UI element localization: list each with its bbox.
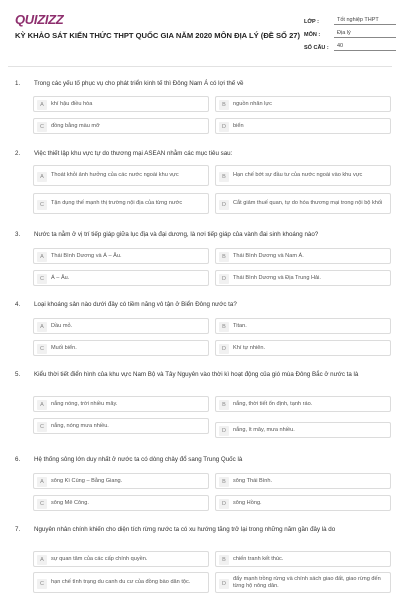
option-letter: C — [37, 122, 47, 132]
question-number: 6. — [15, 456, 21, 463]
question-text: Loại khoáng sản nào dưới đây có tiềm năng vô tận ở Biển Đông nước ta? — [34, 301, 237, 308]
option-letter: B — [219, 100, 229, 110]
meta-key: SỐ CÂU : — [304, 45, 329, 51]
option-text: Muối biển. — [51, 344, 77, 351]
option-c[interactable] — [33, 193, 209, 214]
option-text: sông Hồng. — [233, 499, 262, 506]
option-a[interactable] — [33, 248, 209, 264]
question-number: 3. — [15, 231, 21, 238]
option-letter: C — [37, 274, 47, 284]
option-letter: C — [37, 344, 47, 354]
meta-key: LỚP : — [304, 19, 319, 25]
option-text: Khí tự nhiên. — [233, 344, 266, 351]
question-number: 4. — [15, 301, 21, 308]
option-letter: D — [219, 579, 229, 589]
meta-value: 40 — [334, 43, 396, 51]
option-text: nguồn nhân lực — [233, 100, 272, 107]
option-letter: D — [219, 344, 229, 354]
option-a[interactable] — [33, 318, 209, 334]
option-letter: D — [219, 426, 229, 436]
option-b[interactable] — [215, 165, 391, 186]
option-text: Titan. — [233, 322, 247, 329]
option-c[interactable] — [33, 118, 209, 134]
option-text: Tận dụng thế mạnh thị trường nội địa của từng nước — [51, 200, 183, 206]
option-text: Thái Bình Dương và Nam Á. — [233, 252, 304, 259]
question-number: 7. — [15, 526, 21, 533]
option-text: Á – Âu. — [51, 274, 70, 281]
option-d[interactable] — [215, 193, 391, 214]
option-c[interactable] — [33, 572, 209, 593]
option-c[interactable] — [33, 495, 209, 511]
option-letter: C — [37, 499, 47, 509]
option-c[interactable] — [33, 418, 209, 434]
option-text: Thái Bình Dương và Địa Trung Hải. — [233, 274, 321, 281]
option-letter: A — [37, 252, 47, 262]
option-letter: A — [37, 555, 47, 565]
question-text: Nguyên nhân chính khiến cho diện tích rừng nước ta có xu hướng tăng trở lại trong những năm gần đây là do — [34, 526, 336, 533]
option-letter: C — [37, 579, 47, 589]
meta-row-subject — [304, 25, 396, 38]
option-letter: A — [37, 100, 47, 110]
question-text: Hệ thống sông lớn duy nhất ở nước ta có dòng chảy đổ sang Trung Quốc là — [34, 456, 243, 463]
exam-title: KỲ KHẢO SÁT KIẾN THỨC THPT QUỐC GIA NĂM 2020 MÔN ĐỊA LÝ (ĐỀ SỐ 27) — [15, 31, 301, 40]
option-b[interactable] — [215, 248, 391, 264]
option-letter: A — [37, 322, 47, 332]
option-text: chiến tranh kết thúc. — [233, 555, 284, 562]
option-a[interactable] — [33, 165, 209, 186]
meta-key: MÔN : — [304, 32, 321, 38]
option-letter: C — [37, 422, 47, 432]
quiz-header — [0, 0, 400, 70]
option-text: Thoát khỏi ảnh hưởng của các nước ngoài khu vực — [51, 172, 179, 178]
option-text: biển — [233, 122, 244, 129]
option-b[interactable] — [215, 96, 391, 112]
option-letter: D — [219, 274, 229, 284]
question-number: 2. — [15, 150, 21, 157]
option-text: đẩy mạnh trồng rừng và chính sách giao đất, giao rừng đến từng hộ nông dân. — [233, 575, 381, 589]
option-letter: C — [37, 200, 47, 210]
option-a[interactable] — [33, 396, 209, 412]
option-text: sông Kì Cùng – Bằng Giang. — [51, 477, 123, 484]
option-letter: B — [219, 477, 229, 487]
option-c[interactable] — [33, 270, 209, 286]
option-text: sông Mê Công. — [51, 499, 89, 506]
option-text: sông Thái Bình. — [233, 477, 273, 484]
question-number: 5. — [15, 371, 21, 378]
option-letter: B — [219, 322, 229, 332]
option-text: nắng, nóng mưa nhiều. — [51, 422, 109, 429]
option-letter: A — [37, 477, 47, 487]
option-c[interactable] — [33, 340, 209, 356]
option-letter: B — [219, 172, 229, 182]
option-text: Cắt giảm thuế quan, tự do hóa thương mại trong nội bộ khối — [233, 200, 383, 206]
option-b[interactable] — [215, 473, 391, 489]
option-a[interactable] — [33, 551, 209, 567]
option-a[interactable] — [33, 96, 209, 112]
quizizz-logo: QUIZIZZ — [15, 12, 64, 27]
question-text: Trong các yếu tố phục vụ cho phát triển kinh tế thì Đông Nam Á có lợi thế về — [34, 80, 244, 87]
option-d[interactable] — [215, 118, 391, 134]
option-letter: D — [219, 200, 229, 210]
option-letter: B — [219, 555, 229, 565]
option-letter: A — [37, 400, 47, 410]
option-a[interactable] — [33, 473, 209, 489]
option-text: Thái Bình Dương và Á – Âu. — [51, 252, 122, 259]
option-text: khí hậu điều hòa — [51, 100, 93, 107]
option-b[interactable] — [215, 396, 391, 412]
option-d[interactable] — [215, 270, 391, 286]
option-d[interactable] — [215, 495, 391, 511]
option-letter: B — [219, 252, 229, 262]
option-letter: B — [219, 400, 229, 410]
question-number: 1. — [15, 80, 21, 87]
option-text: hạn chế tình trạng du canh du cư của đồng bào dân tộc. — [51, 579, 191, 585]
option-text: Hạn chế bớt sự đầu tư của nước ngoài vào khu vực — [233, 172, 363, 178]
option-letter: A — [37, 172, 47, 182]
option-letter: D — [219, 122, 229, 132]
option-text: Dầu mỏ. — [51, 322, 73, 329]
option-b[interactable] — [215, 318, 391, 334]
exam-meta — [304, 12, 396, 51]
option-text: đồng bằng màu mỡ — [51, 122, 100, 129]
option-b[interactable] — [215, 551, 391, 567]
option-d[interactable] — [215, 340, 391, 356]
option-text: nắng nóng, trời nhiều mây. — [51, 400, 118, 407]
meta-value: Tốt nghiệp THPT — [334, 17, 396, 25]
meta-row-count — [304, 38, 396, 51]
question-text: Nước ta nằm ở vị trí tiếp giáp giữa lục địa và đại dương, là nơi tiếp giáp của vành đai sinh khoáng nào? — [34, 231, 319, 238]
option-d[interactable] — [215, 422, 391, 438]
meta-row-class — [304, 12, 396, 25]
meta-value: Địa lý — [334, 30, 396, 38]
header-divider — [8, 66, 392, 67]
option-letter: D — [219, 499, 229, 509]
question-text: Việc thiết lập khu vực tự do thương mại ASEAN nhằm các mục tiêu sau: — [34, 150, 233, 157]
option-text: nắng, ít mây, mưa nhiều. — [233, 426, 295, 433]
option-text: sự quan tâm của các cấp chính quyền. — [51, 555, 148, 562]
option-text: nắng, thời tiết ổn định, tạnh ráo. — [233, 400, 313, 407]
option-d[interactable] — [215, 572, 391, 593]
question-text: Kiểu thời tiết điển hình của khu vực Nam Bộ và Tây Nguyên vào thời kì hoạt động của gió mùa Đông Bắc ở nước ta là — [34, 371, 359, 378]
